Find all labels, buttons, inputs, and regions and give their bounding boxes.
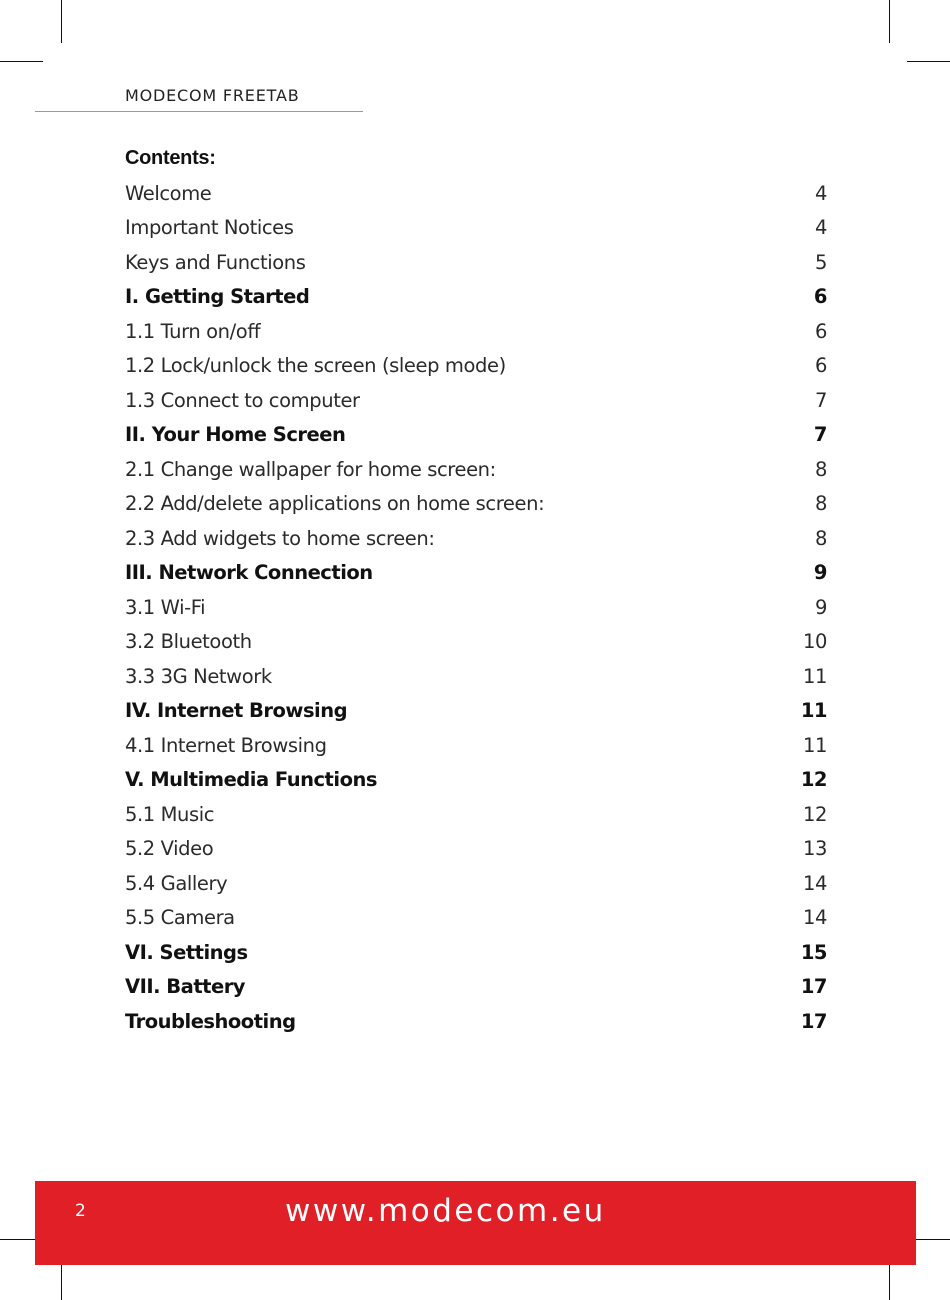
toc-entry-row[interactable] — [125, 245, 827, 280]
toc-page-number: 5 — [814, 250, 827, 274]
toc-page-number: 4 — [814, 181, 827, 205]
toc-entry-label: 1.3 Connect to computer — [125, 388, 360, 412]
toc-section-row[interactable] — [125, 694, 827, 729]
toc-page-number: 6 — [814, 354, 827, 378]
toc-entry-row[interactable] — [125, 314, 827, 349]
toc-page-number: 12 — [800, 768, 827, 792]
toc-entry-label: 5.2 Video — [125, 837, 214, 861]
toc-page-number: 17 — [800, 975, 827, 999]
toc-entry-label: Troubleshooting — [125, 1009, 296, 1033]
toc-entry-row[interactable] — [125, 452, 827, 487]
page-number: 2 — [75, 1201, 86, 1221]
toc-entry-row[interactable] — [125, 832, 827, 867]
toc-page-number: 12 — [802, 802, 827, 826]
toc-section-row[interactable] — [125, 763, 827, 798]
toc-entry-row[interactable] — [125, 625, 827, 660]
toc-entry-label: 1.2 Lock/unlock the screen (sleep mode) — [125, 354, 506, 378]
crop-mark — [889, 0, 890, 43]
toc-entry-row[interactable] — [125, 866, 827, 901]
toc-section-row[interactable] — [125, 556, 827, 591]
page-header — [35, 86, 363, 112]
toc-entry-label: 2.1 Change wallpaper for home screen: — [125, 457, 496, 481]
toc-entry-label: I. Getting Started — [125, 285, 310, 309]
toc-page-number: 4 — [814, 216, 827, 240]
toc-entry-row[interactable] — [125, 211, 827, 246]
toc-page-number: 15 — [800, 940, 827, 964]
website-url[interactable]: www.modecom.eu — [285, 1193, 606, 1229]
toc-entry-row[interactable] — [125, 383, 827, 418]
toc-title: Contents: — [125, 147, 216, 169]
toc-entry-row[interactable] — [125, 590, 827, 625]
toc-section-row[interactable] — [125, 418, 827, 453]
toc-entry-label: VII. Battery — [125, 975, 246, 999]
toc-entry-label: 3.1 Wi-Fi — [125, 595, 206, 619]
toc-entry-label: Important Notices — [125, 216, 294, 240]
toc-entry-label: 4.1 Internet Browsing — [125, 733, 327, 757]
toc-entry-label: Welcome — [125, 181, 212, 205]
toc-entry-row[interactable] — [125, 728, 827, 763]
toc-entry-label: 5.1 Music — [125, 802, 215, 826]
table-of-contents — [125, 140, 827, 1039]
toc-entry-label: 2.2 Add/delete applications on home screen: — [125, 492, 545, 516]
toc-entry-label: 5.4 Gallery — [125, 871, 228, 895]
toc-entry-row[interactable] — [125, 521, 827, 556]
toc-page-number: 17 — [800, 1009, 827, 1033]
toc-section-row[interactable] — [125, 1004, 827, 1039]
toc-entry-label: 3.3 3G Network — [125, 664, 272, 688]
toc-page-number: 9 — [814, 595, 827, 619]
toc-page-number: 11 — [802, 733, 827, 757]
toc-page-number: 6 — [813, 285, 827, 309]
crop-mark — [61, 0, 62, 43]
toc-page-number: 8 — [814, 492, 827, 516]
toc-page-number: 10 — [802, 630, 827, 654]
brand-title: MODECOM FREETAB — [125, 86, 300, 105]
crop-mark — [907, 61, 950, 62]
toc-entry-row[interactable] — [125, 349, 827, 384]
toc-page-number: 13 — [802, 837, 827, 861]
toc-entry-label: II. Your Home Screen — [125, 423, 346, 447]
toc-page-number: 14 — [802, 871, 827, 895]
toc-page-number: 8 — [814, 457, 827, 481]
toc-entry-row[interactable] — [125, 659, 827, 694]
toc-entry-label: IV. Internet Browsing — [125, 699, 348, 723]
toc-section-row[interactable] — [125, 970, 827, 1005]
toc-entry-label: III. Network Connection — [125, 561, 373, 585]
toc-page-number: 11 — [802, 664, 827, 688]
toc-entry-label: 5.5 Camera — [125, 906, 235, 930]
toc-entry-label: VI. Settings — [125, 940, 248, 964]
toc-entry-row[interactable] — [125, 487, 827, 522]
toc-entry-label: 3.2 Bluetooth — [125, 630, 252, 654]
toc-entry-label: 1.1 Turn on/off — [125, 319, 261, 343]
toc-section-row[interactable] — [125, 935, 827, 970]
toc-page-number: 14 — [802, 906, 827, 930]
toc-entry-row[interactable] — [125, 901, 827, 936]
crop-mark — [0, 61, 43, 62]
toc-entry-label: 2.3 Add widgets to home screen: — [125, 526, 435, 550]
toc-page-number: 9 — [813, 561, 827, 585]
toc-entry-label: V. Multimedia Functions — [125, 768, 377, 792]
toc-entry-row[interactable] — [125, 176, 827, 211]
toc-entry-label: Keys and Functions — [125, 250, 306, 274]
toc-page-number: 8 — [814, 526, 827, 550]
toc-page-number: 6 — [814, 319, 827, 343]
toc-entry-row[interactable] — [125, 797, 827, 832]
toc-page-number: 7 — [813, 423, 827, 447]
toc-page-number: 7 — [814, 388, 827, 412]
toc-list — [125, 176, 827, 1039]
page-footer — [35, 1181, 916, 1265]
toc-page-number: 11 — [800, 699, 827, 723]
toc-section-row[interactable] — [125, 280, 827, 315]
